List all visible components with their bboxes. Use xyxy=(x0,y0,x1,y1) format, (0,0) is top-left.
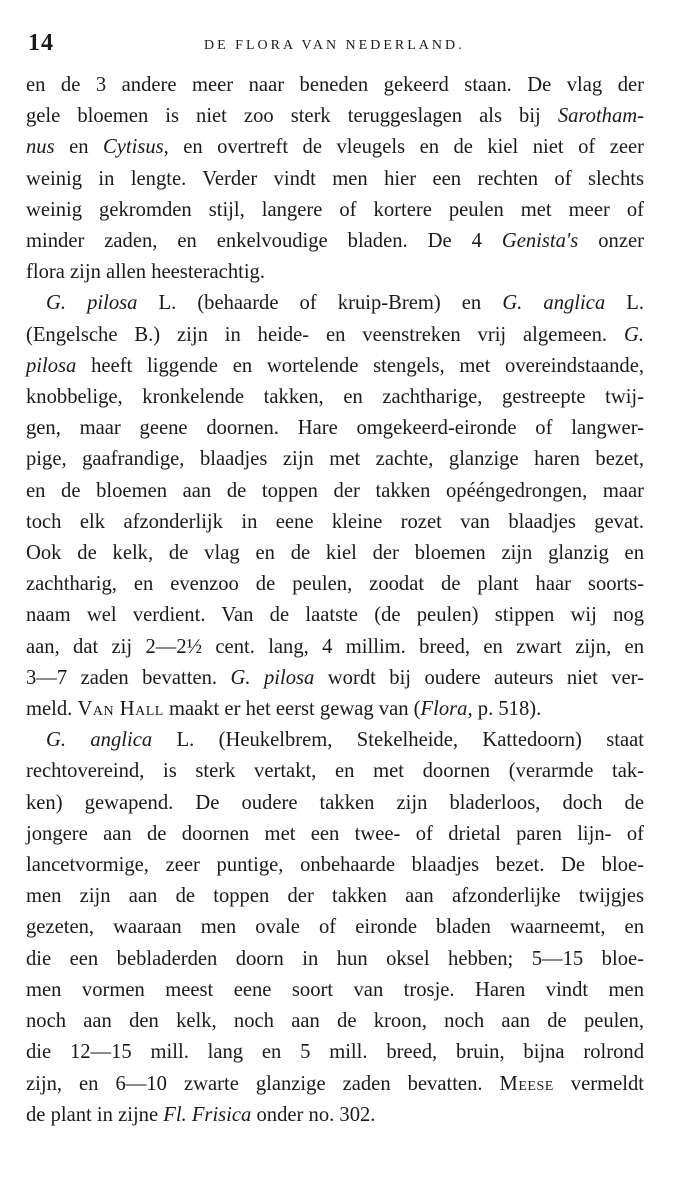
text-line xyxy=(20,819,648,850)
text-line xyxy=(20,788,648,819)
text-run: flora zijn allen heesterachtig. xyxy=(26,261,266,284)
text-run: onder no. 302. xyxy=(251,1103,376,1126)
text-run: naam wel verdient. Van de laatste (de peulen) stippen wij nog xyxy=(26,604,644,627)
text-run: minder zaden, en enkelvoudige bladen. De 4 xyxy=(26,230,502,253)
text-line xyxy=(20,975,648,1006)
text-line xyxy=(20,382,648,413)
text-line xyxy=(20,132,648,163)
text-run: noch aan den kelk, noch aan de kroon, noch aan de peulen, xyxy=(26,1010,644,1033)
text-run: (Engelsche B.) zijn in heide- en veenstreken vrij algemeen. xyxy=(26,323,624,346)
text-line xyxy=(20,444,648,475)
text-line xyxy=(20,101,648,132)
italic-text: Flora xyxy=(420,698,468,721)
text-run: en xyxy=(54,136,103,159)
text-line xyxy=(20,351,648,382)
text-line xyxy=(20,538,648,569)
text-line xyxy=(20,944,648,975)
text-run: , en overtreft de vleugels en de kiel niet of zeer xyxy=(163,136,644,159)
text-run: die 12—15 mill. lang en 5 mill. breed, bruin, bijna rolrond xyxy=(26,1041,644,1064)
text-line xyxy=(20,257,648,288)
text-line xyxy=(20,288,648,319)
italic-text: G. anglica xyxy=(46,729,153,752)
text-line xyxy=(20,1069,648,1100)
text-line xyxy=(20,663,648,694)
italic-text: G. pilosa xyxy=(230,666,315,689)
text-run: men zijn aan de toppen der takken aan afzonderlijke twijgjes xyxy=(26,885,644,908)
text-line xyxy=(20,725,648,756)
text-line xyxy=(20,850,648,881)
text-run: onzer xyxy=(578,230,644,253)
text-run: gezeten, waaraan men ovale of eironde bladen waarneemt, en xyxy=(26,916,644,939)
text-run: lancetvormige, zeer puntige, onbehaarde blaadjes bezet. De bloe- xyxy=(26,854,644,877)
italic-text: nus xyxy=(26,136,55,159)
text-run: zijn, en 6—10 zwarte glanzige zaden bevatten. xyxy=(26,1072,500,1095)
italic-text: Genista's xyxy=(501,230,579,253)
text-run: L. (behaarde of kruip-Brem) en xyxy=(137,292,503,315)
text-line xyxy=(20,226,648,257)
text-run: 3—7 zaden bevatten. xyxy=(26,666,231,689)
text-run: meld. xyxy=(26,698,78,721)
italic-text: G. anglica xyxy=(502,292,606,315)
text-run: de plant in zijne xyxy=(26,1103,164,1126)
text-run: en de 3 andere meer naar beneden gekeerd staan. De vlag der xyxy=(26,74,644,96)
italic-text: Sarotham- xyxy=(557,105,644,128)
text-run: weinig in lengte. Verder vindt men hier een rechten of slechts xyxy=(26,167,644,190)
page-number: 14 xyxy=(28,30,54,56)
italic-text: G. xyxy=(623,323,644,346)
text-line xyxy=(20,320,648,351)
text-run: wordt bij oudere auteurs niet ver- xyxy=(314,666,644,689)
text-line xyxy=(20,881,648,912)
text-run: , p. 518). xyxy=(467,698,542,721)
text-run: gele bloemen is niet zoo sterk teruggeslagen als bij xyxy=(26,105,558,128)
text-line xyxy=(20,912,648,943)
text-run: weinig gekromden stijl, langere of kortere peulen met meer of xyxy=(26,198,644,221)
text-line xyxy=(20,694,648,725)
text-line xyxy=(20,756,648,787)
text-line xyxy=(20,195,648,226)
italic-text: pilosa xyxy=(26,354,77,377)
italic-text: Fl. Frisica xyxy=(163,1103,252,1126)
page-header xyxy=(20,26,648,70)
italic-text: Cytisus xyxy=(103,136,164,159)
text-run: pige, gaafrandige, blaadjes zijn met zachte, glanzige haren bezet, xyxy=(26,448,644,471)
italic-text: G. pilosa xyxy=(46,292,138,315)
text-line xyxy=(20,164,648,195)
text-line xyxy=(20,70,648,101)
text-run: jongere aan de doornen met een twee- of drietal paren lijn- of xyxy=(26,822,644,845)
text-run: toch elk afzonderlijk in eene kleine rozet van blaadjes gevat. xyxy=(26,510,644,533)
text-run: knobbelige, kronkelende takken, en zachtharige, gestreepte twij- xyxy=(26,386,644,409)
text-run: aan, dat zij 2—2½ cent. lang, 4 millim. breed, en zwart zijn, en xyxy=(26,635,644,658)
text-line xyxy=(20,569,648,600)
text-line xyxy=(20,413,648,444)
text-run: heeft liggende en wortelende stengels, met overeindstaande, xyxy=(76,354,644,377)
text-line xyxy=(20,632,648,663)
text-run: en de bloemen aan de toppen der takken opééngedrongen, maar xyxy=(26,479,644,502)
text-line xyxy=(20,507,648,538)
text-line xyxy=(20,1006,648,1037)
text-run: gen, maar geene doornen. Hare omgekeerd-eironde of langwer- xyxy=(26,417,644,440)
author-name: Meese xyxy=(499,1072,554,1095)
text-run: maakt er het eerst gewag van ( xyxy=(163,698,421,721)
text-run: men vormen meest eene soort van trosje. Haren vindt men xyxy=(26,978,644,1001)
text-run: L. xyxy=(605,292,644,315)
text-line xyxy=(20,1100,648,1131)
text-run: L. (Heukelbrem, Stekelheide, Kattedoorn) staat xyxy=(152,729,644,752)
text-run: vermeldt xyxy=(553,1072,644,1095)
running-title: DE FLORA VAN NEDERLAND. xyxy=(204,38,465,53)
text-run: die een bebladerden doorn in hun oksel hebben; 5—15 bloe- xyxy=(26,947,644,970)
body-text xyxy=(20,70,648,1131)
text-run: rechtovereind, is sterk vertakt, en met doornen (verarmde tak- xyxy=(26,760,644,783)
text-run: ken) gewapend. De oudere takken zijn bladerloos, doch de xyxy=(26,791,644,814)
text-line xyxy=(20,476,648,507)
text-run: Ook de kelk, de vlag en de kiel der bloemen zijn glanzig en xyxy=(26,542,644,565)
author-name: Van Hall xyxy=(77,698,164,721)
text-line xyxy=(20,1037,648,1068)
text-run: zachtharig, en evenzoo de peulen, zoodat de plant haar soorts- xyxy=(26,573,644,596)
text-line xyxy=(20,600,648,631)
